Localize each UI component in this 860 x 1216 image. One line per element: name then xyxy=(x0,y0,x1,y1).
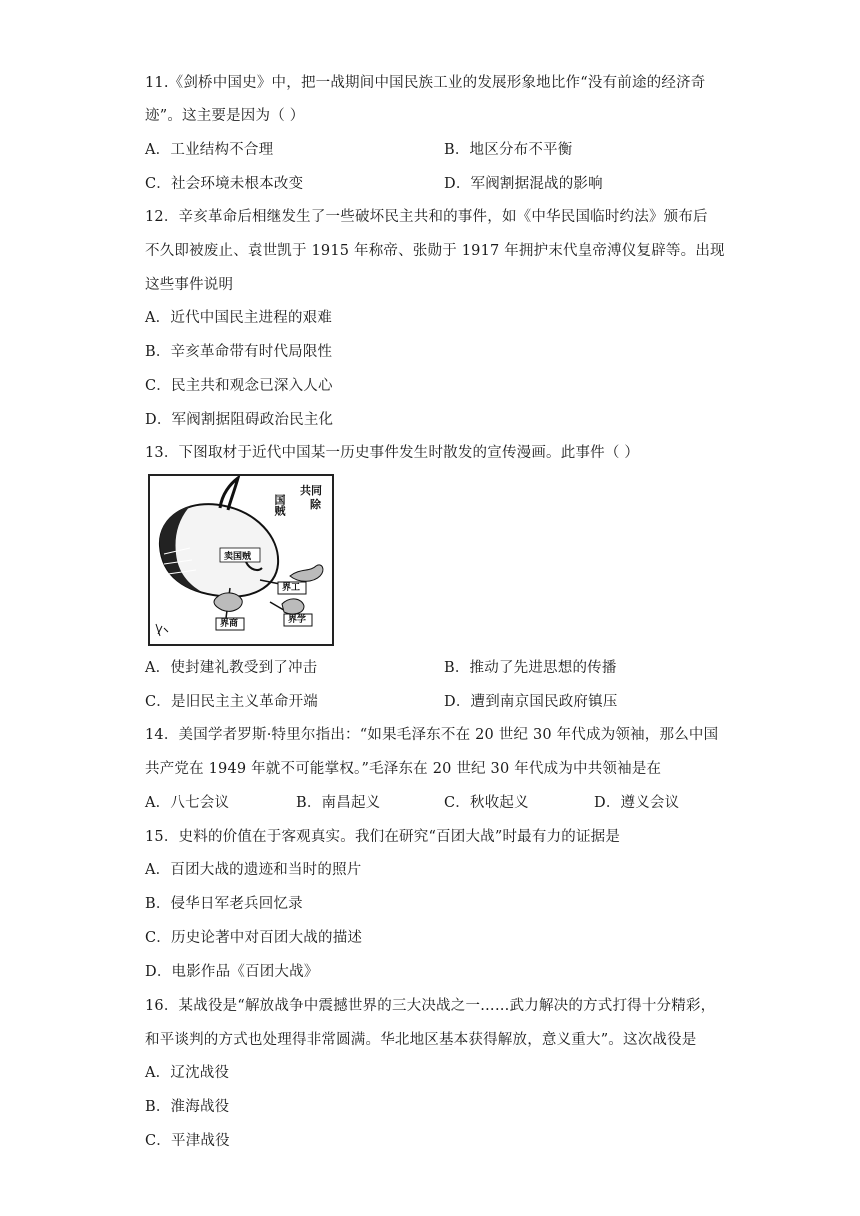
q11-option-b: B．地区分布不平衡 xyxy=(444,142,573,158)
q16-option-a: A．辽沈战役 xyxy=(145,1065,230,1081)
q13-stem: 13．下图取材于近代中国某一历史事件发生时散发的宣传漫画。此事件（ ） xyxy=(145,445,640,461)
slogan-top1: 共同 xyxy=(300,484,322,497)
worker-figure xyxy=(290,565,323,581)
q15-option-a: A．百团大战的遗迹和当时的照片 xyxy=(145,862,362,878)
q16-stem-line1: 16．某战役是“解放战争中震撼世界的三大决战之一……武力解决的方式打得十分精彩， xyxy=(145,998,716,1014)
q11-stem-line1: 11.《剑桥中国史》中，把一战期间中国民族工业的发展形象地比作“没有前途的经济奇 xyxy=(145,75,706,91)
q13-option-d: D．遭到南京国民政府镇压 xyxy=(444,694,618,710)
q14-option-a: A．八七会议 xyxy=(145,795,230,811)
q14-stem-line1: 14．美国学者罗斯·特里尔指出：“如果毛泽东不在 20 世纪 30 年代成为领袖，那么中国 xyxy=(145,727,719,743)
q11-option-a: A．工业结构不合理 xyxy=(145,142,274,158)
merchant-label: 界商 xyxy=(220,619,239,629)
q12-stem-line3: 这些事件说明 xyxy=(145,277,234,293)
q12-option-d: D．军阀割据阻碍政治民主化 xyxy=(145,412,334,428)
slogan-top3: 国贼 xyxy=(273,494,286,516)
q12-stem-line2: 不久即被废止、袁世凯于 1915 年称帝、张勋于 1917 年拥护末代皇帝溥仪复辟等。出现 xyxy=(145,243,725,259)
q16-option-c: C．平津战役 xyxy=(145,1133,230,1149)
propaganda-cartoon xyxy=(148,474,334,646)
slogan-top2: 除 xyxy=(310,498,321,511)
q12-option-b: B．辛亥革命带有时代局限性 xyxy=(145,344,333,360)
q15-option-c: C．历史论著中对百团大战的描述 xyxy=(145,930,363,946)
q14-option-c: C．秋收起义 xyxy=(444,795,529,811)
q14-option-d: D．遵义会议 xyxy=(594,795,680,811)
merchant-figure xyxy=(214,593,242,611)
q11-stem-line2: 迹”。这主要是因为（ ） xyxy=(145,108,305,124)
q13-option-a: A．使封建礼教受到了冲击 xyxy=(145,660,318,676)
student-label: 界学 xyxy=(288,615,307,625)
worker-label: 界工 xyxy=(282,583,301,593)
q13-option-c: C．是旧民主主义革命开端 xyxy=(145,694,318,710)
q13-option-b: B．推动了先进思想的传播 xyxy=(444,660,617,676)
q16-option-b: B．淮海战役 xyxy=(145,1099,230,1115)
artist-signature xyxy=(156,624,168,636)
q16-stem-line2: 和平谈判的方式也处理得非常圆满。华北地区基本获得解放，意义重大”。这次战役是 xyxy=(145,1032,697,1048)
q11-option-c: C．社会环境未根本改变 xyxy=(145,176,304,192)
q12-option-c: C．民主共和观念已深入人心 xyxy=(145,378,333,394)
q14-option-b: B．南昌起义 xyxy=(296,795,381,811)
q12-option-a: A．近代中国民主进程的艰难 xyxy=(145,310,333,326)
traitor-label: 卖国贼 xyxy=(224,552,252,562)
q11-option-d: D．军阀割据混战的影响 xyxy=(444,176,603,192)
q12-stem-line1: 12．辛亥革命后相继发生了一些破坏民主共和的事件，如《中华民国临时约法》颁布后 xyxy=(145,209,708,225)
student-figure xyxy=(282,599,304,614)
q15-option-d: D．电影作品《百团大战》 xyxy=(145,964,319,980)
q15-stem: 15．史料的价值在于客观真实。我们在研究“百团大战”时最有力的证据是 xyxy=(145,829,621,845)
q15-option-b: B．侵华日军老兵回忆录 xyxy=(145,896,303,912)
q14-stem-line2: 共产党在 1949 年就不可能掌权。”毛泽东在 20 世纪 30 年代成为中共领袖是在 xyxy=(145,761,662,777)
